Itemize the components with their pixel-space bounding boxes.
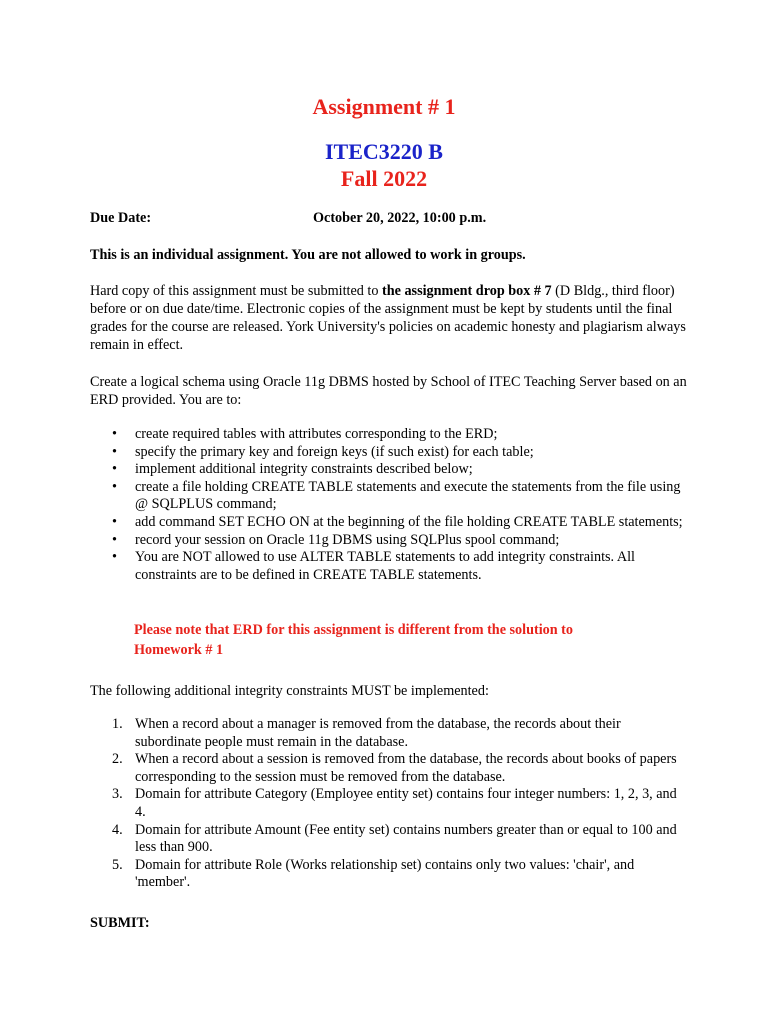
term: Fall 2022 <box>340 166 428 191</box>
task-text: implement additional integrity constraints described below; <box>135 461 473 478</box>
drop-box-text: the assignment drop box # 7 <box>382 283 552 299</box>
task-text: add command SET ECHO ON at the beginning of the file holding CREATE TABLE statements; <box>135 513 683 530</box>
constraint-number: 4. <box>112 821 123 838</box>
task-text: create a file holding CREATE TABLE statements and execute the statements from the file using @ SQLPLUS command; <box>135 478 681 513</box>
constraint-number: 1. <box>112 716 123 732</box>
task-item <box>90 426 690 444</box>
due-date-value: October 20, 2022, 10:00 p.m. <box>313 210 487 226</box>
task-text: You are NOT allowed to use ALTER TABLE statements to add integrity constraints. All constraints are to be defined in CREATE TABLE statements. <box>135 549 635 583</box>
bullet-icon: • <box>112 478 117 495</box>
course-code: ITEC3220 B <box>325 139 443 164</box>
constraint-text: Domain for attribute Role (Works relationship set) contains only two values: 'chair', and 'member'. <box>135 856 635 891</box>
constraint-text: Domain for attribute Category (Employee entity set) contains four integer numbers: 1, 2, 3, and 4. <box>135 786 677 820</box>
task-item <box>90 514 690 532</box>
task-item <box>90 479 690 514</box>
bullet-icon: • <box>112 443 117 460</box>
bullet-icon: • <box>112 513 117 530</box>
individual-notice: This is an individual assignment. You are not allowed to work in groups. <box>90 247 526 263</box>
constraint-item <box>90 716 690 751</box>
constraint-item <box>90 857 690 892</box>
task-item <box>90 461 690 479</box>
assignment-title: Assignment # 1 <box>312 94 456 119</box>
erd-note-line2: Homework # 1 <box>134 642 224 658</box>
constraint-number: 2. <box>112 751 123 768</box>
erd-note-line1: Please note that ERD for this assignment is different from the solution to <box>134 622 574 638</box>
hard-copy-paragraph <box>90 282 690 354</box>
create-schema-intro: Create a logical schema using Oracle 11g DBMS hosted by School of ITEC Teaching Server based on an ERD provided. You are to: <box>90 374 687 408</box>
constraint-item <box>90 751 690 786</box>
task-text: record your session on Oracle 11g DBMS using SQLPlus spool command; <box>135 531 560 548</box>
constraint-number: 5. <box>112 856 123 873</box>
constraint-text: Domain for attribute Amount (Fee entity set) contains numbers greater than or equal to 100 and less than 900. <box>135 821 677 856</box>
constraint-number: 3. <box>112 786 123 803</box>
due-date-label: Due Date: <box>90 210 152 226</box>
task-list <box>90 426 690 584</box>
constraints-intro: The following additional integrity constraints MUST be implemented: <box>90 683 489 699</box>
constraint-text: When a record about a manager is removed from the database, the records about their subordinate people must remain in the database. <box>135 716 621 750</box>
task-item <box>90 549 690 584</box>
task-text: specify the primary key and foreign keys (if such exist) for each table; <box>135 443 534 460</box>
bullet-icon: • <box>112 426 117 442</box>
hard-copy-pre: Hard copy of this assignment must be submitted to <box>90 283 382 299</box>
task-item <box>90 444 690 462</box>
bullet-icon: • <box>112 549 117 566</box>
constraint-list <box>90 716 690 892</box>
task-text: create required tables with attributes corresponding to the ERD; <box>135 426 498 442</box>
task-item <box>90 532 690 550</box>
hard-copy-post: (D Bldg., third floor) before or on due date/time. Electronic copies of the assignment must be kept by students until the final grades for the course are released. York University's policies on academic honesty and plagiarism always remain in effect. <box>90 283 686 353</box>
bullet-icon: • <box>112 531 117 548</box>
bullet-icon: • <box>112 461 117 478</box>
constraint-item <box>90 822 690 857</box>
constraint-item <box>90 786 690 821</box>
constraint-text: When a record about a session is removed from the database, the records about books of papers corresponding to the session must be removed from the database. <box>135 751 677 785</box>
submit-heading: SUBMIT: <box>90 915 150 931</box>
